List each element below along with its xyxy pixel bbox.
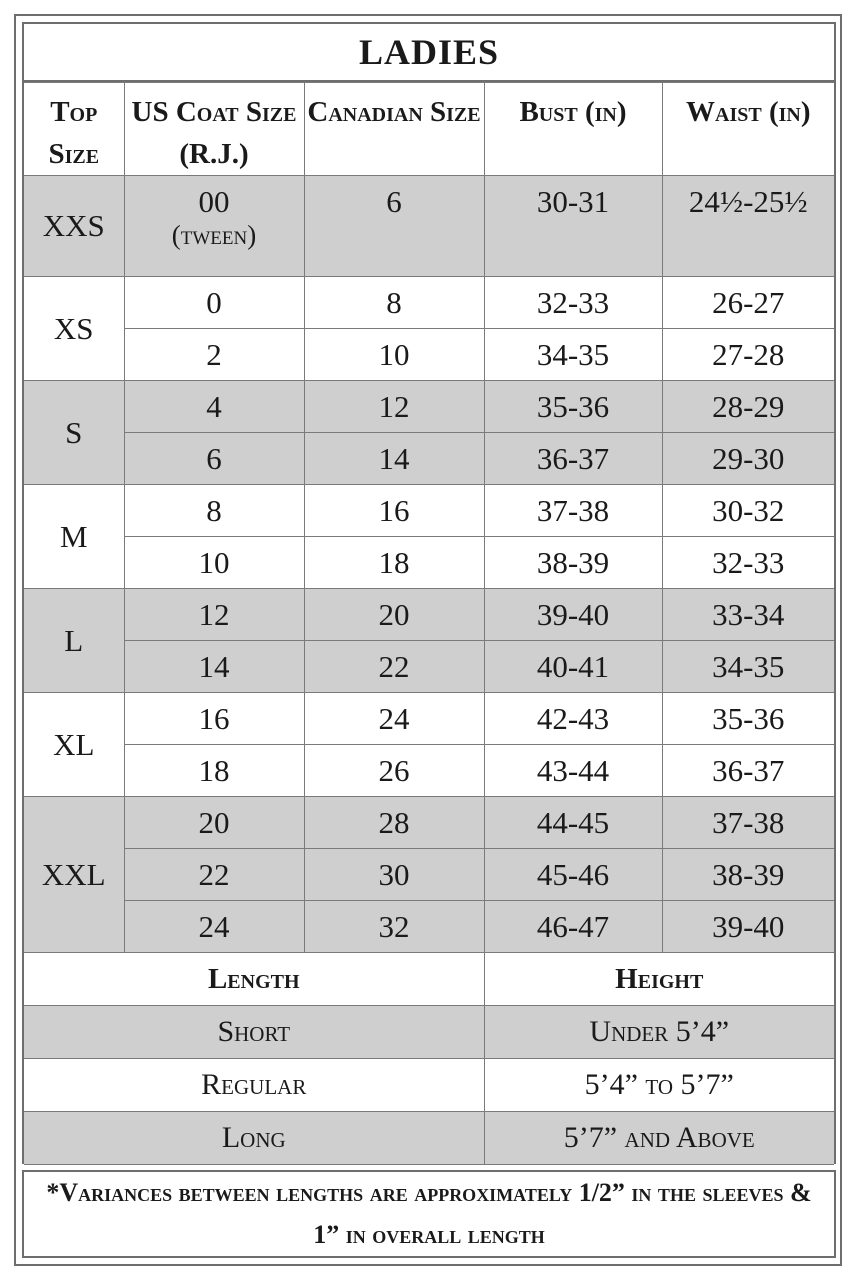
table-row (24, 277, 834, 329)
canadian-size-cell: 18 (304, 537, 484, 589)
bust-cell: 44-45 (484, 797, 662, 849)
top-size-cell: XXS (24, 176, 124, 277)
canadian-size-cell: 10 (304, 329, 484, 381)
table-row (24, 589, 834, 641)
us-coat-size-value: 18 (198, 752, 230, 788)
us-coat-size-value: 10 (198, 544, 230, 580)
canadian-size-cell: 28 (304, 797, 484, 849)
height-cell: Under 5’4” (484, 1006, 834, 1059)
bust-cell: 42-43 (484, 693, 662, 745)
table-row (24, 849, 834, 901)
bust-cell: 40-41 (484, 641, 662, 693)
table-row (24, 693, 834, 745)
top-size-cell: XXL (24, 797, 124, 953)
us-coat-size-value: 22 (198, 856, 230, 892)
table-row (24, 641, 834, 693)
us-coat-size-value: 8 (206, 492, 222, 528)
us-coat-size-cell (124, 485, 304, 537)
canadian-size-cell: 16 (304, 485, 484, 537)
waist-cell: 36-37 (662, 745, 834, 797)
length-cell: Short (24, 1006, 484, 1059)
us-coat-size-value: 4 (206, 388, 222, 424)
us-coat-size-value: 2 (206, 336, 222, 372)
header-waist: Waist (in) (662, 83, 834, 176)
us-coat-size-cell (124, 693, 304, 745)
us-coat-size-cell (124, 277, 304, 329)
us-coat-size-value: 00 (198, 184, 230, 219)
bust-cell: 32-33 (484, 277, 662, 329)
top-size-cell: XS (24, 277, 124, 381)
us-coat-size-cell (124, 176, 304, 277)
header-canadian-size: Canadian Size (304, 83, 484, 176)
canadian-size-cell: 14 (304, 433, 484, 485)
length-header-row (24, 953, 834, 1006)
us-coat-size-value: 6 (206, 440, 222, 476)
waist-cell: 38-39 (662, 849, 834, 901)
bust-cell: 43-44 (484, 745, 662, 797)
canadian-size-cell: 32 (304, 901, 484, 953)
waist-cell: 37-38 (662, 797, 834, 849)
canadian-size-cell: 6 (304, 176, 484, 277)
us-coat-size-cell (124, 901, 304, 953)
canadian-size-cell: 26 (304, 745, 484, 797)
waist-cell: 27-28 (662, 329, 834, 381)
chart-title: LADIES (24, 24, 834, 82)
bust-cell: 36-37 (484, 433, 662, 485)
us-coat-size-cell (124, 433, 304, 485)
bust-cell: 35-36 (484, 381, 662, 433)
bust-cell: 37-38 (484, 485, 662, 537)
bust-cell: 38-39 (484, 537, 662, 589)
us-coat-size-cell (124, 849, 304, 901)
us-coat-size-value: 16 (198, 700, 230, 736)
table-row (24, 745, 834, 797)
length-row (24, 1059, 834, 1112)
table-row (24, 485, 834, 537)
table-row (24, 797, 834, 849)
waist-cell: 34-35 (662, 641, 834, 693)
canadian-size-cell: 8 (304, 277, 484, 329)
us-coat-size-cell (124, 745, 304, 797)
length-cell: Regular (24, 1059, 484, 1112)
us-coat-size-value: 12 (198, 596, 230, 632)
us-coat-size-cell (124, 589, 304, 641)
us-coat-size-cell (124, 641, 304, 693)
bust-cell: 46-47 (484, 901, 662, 953)
height-cell: 5’4” to 5’7” (484, 1059, 834, 1112)
bust-cell: 45-46 (484, 849, 662, 901)
us-coat-size-cell (124, 381, 304, 433)
bust-cell: 30-31 (484, 176, 662, 277)
us-coat-size-value: 14 (198, 648, 230, 684)
waist-cell: 24½-25½ (662, 176, 834, 277)
waist-cell: 39-40 (662, 901, 834, 953)
canadian-size-cell: 22 (304, 641, 484, 693)
height-cell: 5’7” and Above (484, 1112, 834, 1165)
size-table (24, 82, 834, 1165)
size-chart (22, 22, 836, 1164)
waist-cell: 29-30 (662, 433, 834, 485)
length-cell: Long (24, 1112, 484, 1165)
header-us-coat-size: US Coat Size (R.J.) (124, 83, 304, 176)
length-row (24, 1112, 834, 1165)
table-row (24, 381, 834, 433)
bust-cell: 39-40 (484, 589, 662, 641)
length-row (24, 1006, 834, 1059)
waist-cell: 33-34 (662, 589, 834, 641)
header-row (24, 83, 834, 176)
table-row (24, 433, 834, 485)
table-row (24, 901, 834, 953)
bust-cell: 34-35 (484, 329, 662, 381)
waist-cell: 30-32 (662, 485, 834, 537)
us-coat-size-value: 20 (198, 804, 230, 840)
top-size-cell: L (24, 589, 124, 693)
table-row (24, 329, 834, 381)
header-height: Height (484, 953, 834, 1006)
us-coat-size-note: (tween) (171, 220, 257, 250)
waist-cell: 26-27 (662, 277, 834, 329)
us-coat-size-cell (124, 797, 304, 849)
variance-note: *Variances between lengths are approximately 1/2” in the sleeves & 1” in overall length (22, 1170, 836, 1258)
us-coat-size-cell (124, 537, 304, 589)
canadian-size-cell: 12 (304, 381, 484, 433)
top-size-cell: XL (24, 693, 124, 797)
table-row (24, 537, 834, 589)
canadian-size-cell: 30 (304, 849, 484, 901)
header-length: Length (24, 953, 484, 1006)
canadian-size-cell: 20 (304, 589, 484, 641)
table-row (24, 176, 834, 277)
canadian-size-cell: 24 (304, 693, 484, 745)
us-coat-size-value: 24 (198, 908, 230, 944)
us-coat-size-cell (124, 329, 304, 381)
waist-cell: 32-33 (662, 537, 834, 589)
header-bust: Bust (in) (484, 83, 662, 176)
waist-cell: 35-36 (662, 693, 834, 745)
us-coat-size-value: 0 (206, 284, 222, 320)
waist-cell: 28-29 (662, 381, 834, 433)
header-top-size: Top Size (24, 83, 124, 176)
top-size-cell: S (24, 381, 124, 485)
top-size-cell: M (24, 485, 124, 589)
